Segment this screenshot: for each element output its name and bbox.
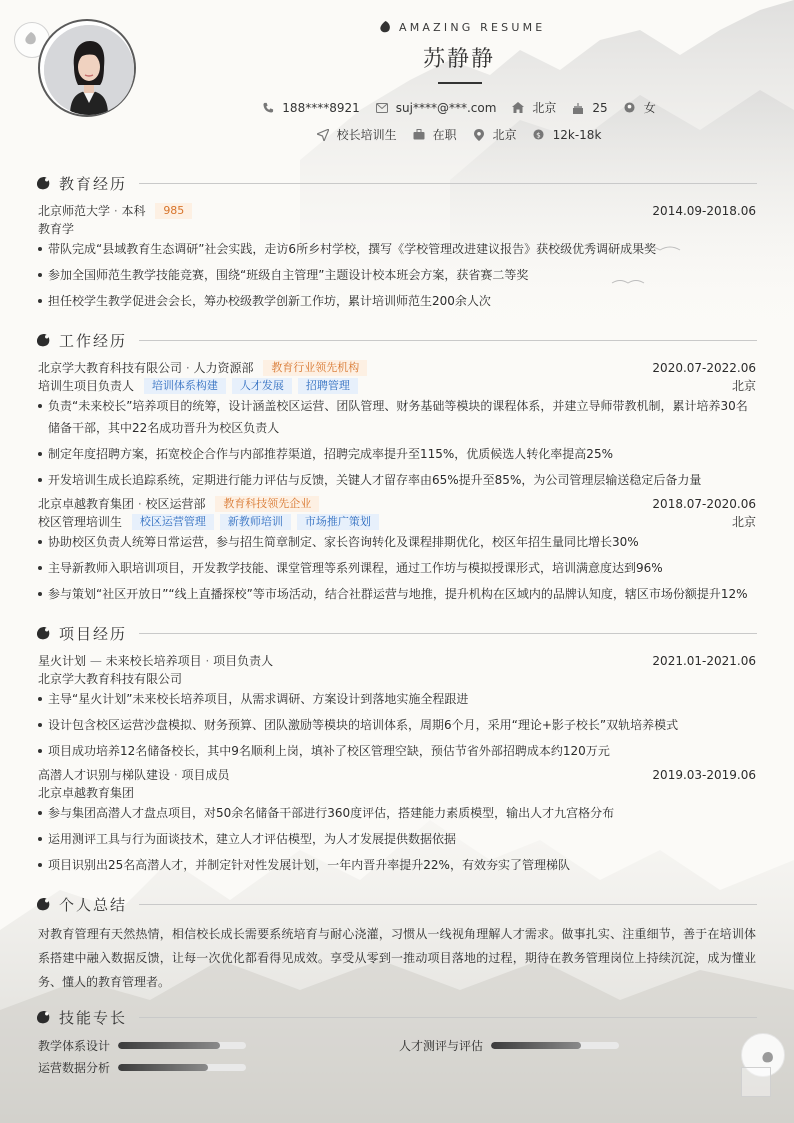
- job-city: 北京: [731, 515, 756, 529]
- skill-name: 运营数据分析: [38, 1061, 111, 1075]
- brand-text: AMAZING RESUME: [399, 20, 546, 34]
- age-text: 25: [592, 100, 608, 115]
- skill-bar: [118, 1064, 246, 1071]
- section-title: 工作经历: [59, 331, 128, 350]
- section-title: 项目经历: [59, 624, 128, 643]
- section-divider: [139, 1017, 757, 1018]
- job-company-row: 北京学大教育科技有限公司 · 人力资源部 教育行业领先机构 2020.07-2022.06: [38, 361, 756, 375]
- education-school-row: 北京师范大学 · 本科 985 2014.09-2018.06: [38, 204, 756, 218]
- phone-icon: [262, 102, 274, 114]
- email-item: [376, 99, 497, 116]
- ink-dot-icon: [37, 1011, 50, 1024]
- candidate-name: 苏静静: [422, 47, 495, 72]
- ink-dot-icon: [37, 334, 50, 347]
- cake-icon: [572, 102, 584, 114]
- degree: 本科: [121, 204, 146, 218]
- work-bullet: 参与策划“社区开放日”“线上直播探校”等市场活动，结合社群运营与地推，提升机构在区域内的品牌认知度，辖区市场份额提升12%: [38, 583, 756, 605]
- job-city: 北京: [731, 379, 756, 393]
- project-date: 2021.01-2021.06: [652, 654, 756, 668]
- section-summary-header: [37, 894, 757, 914]
- leaf-icon: [380, 21, 391, 33]
- target-city-item: [473, 126, 517, 143]
- age-item: [572, 99, 607, 116]
- decorative-square: [741, 1067, 771, 1097]
- work-bullet: 开发培训生成长追踪系统，定期进行能力评估与反馈，关键人才留存率由65%提升至85%，为公司管理层输送稳定后备力量: [38, 469, 756, 491]
- section-title: 个人总结: [59, 895, 128, 914]
- company-name: 北京学大教育科技有限公司: [38, 361, 183, 375]
- project-name: 星火计划: [38, 654, 87, 668]
- target-city-text: 北京: [492, 128, 517, 142]
- section-divider: [139, 183, 757, 184]
- company-tag: 教育行业领先机构: [263, 360, 367, 376]
- money-icon: [533, 129, 545, 141]
- project-bullet: 主导“星火计划”未来校长培养项目，从需求调研、方案设计到落地实施全程跟进: [38, 688, 756, 710]
- skill-tag: 校区运营管理: [132, 514, 214, 530]
- education-bullet: 参加全国师范生教学技能竞赛，围绕“班级自主管理”主题设计校本班会方案，获省赛二等奖: [38, 264, 756, 286]
- school-tag: 985: [155, 203, 192, 219]
- company-tag: 教育科技领先企业: [215, 496, 319, 512]
- ink-dot-icon: [37, 627, 50, 640]
- project-bullet: 设计包含校区运营沙盘模拟、财务预算、团队激励等模块的培训体系，周期6个月，采用“理论+影子校长”双轨培养模式: [38, 714, 756, 736]
- skill-bar-fill: [118, 1042, 220, 1049]
- location-pin-icon: [473, 129, 485, 141]
- name-underline: [438, 82, 482, 84]
- job-role-row: [38, 513, 756, 531]
- department: 人力资源部: [193, 361, 254, 375]
- status-item: [413, 126, 457, 143]
- ink-dot-icon: [37, 898, 50, 911]
- skill-tag: 市场推广策划: [297, 514, 379, 530]
- mail-icon: [376, 102, 388, 114]
- phone-item: [262, 99, 359, 116]
- email-text: suj****@***.com: [395, 100, 497, 115]
- city-item: [512, 99, 556, 116]
- summary-text: 对教育管理有天然热情，相信校长成长需要系统培育与耐心浇灌，习惯从一线视角理解人才需求。做事扎实、注重细节，善于在培训体系搭建中融入数据反馈，让每一次优化都看得见成效。享受从零到一推动项目落地的过程，期待在教务管理岗位上持续沉淀，成为懂业务、懂人的教育管理者。: [38, 927, 756, 989]
- job-date: 2020.07-2022.06: [652, 361, 756, 375]
- job-date: 2018.07-2020.06: [652, 497, 756, 511]
- project-org: 北京卓越教育集团: [38, 786, 135, 800]
- section-divider: [139, 904, 757, 905]
- gender-item: [624, 99, 656, 116]
- education-date: 2014.09-2018.06: [652, 204, 756, 218]
- svg-text:$: $: [536, 130, 541, 140]
- skill-name: 人才测评与评估: [399, 1039, 484, 1053]
- target-role-item: [317, 126, 397, 143]
- skill-tag: 人才发展: [232, 378, 292, 394]
- skill-tag: 培训体系构建: [144, 378, 226, 394]
- status-text: 在职: [432, 128, 457, 142]
- project-bullet: 项目识别出25名高潜人才，并制定针对性发展计划，一年内晋升率提升22%，有效夯实了管理梯队: [38, 854, 756, 876]
- work-bullet: 协助校区负责人统筹日常运营，参与招生简章制定、家长咨询转化及课程排期优化，校区年招生量同比增长30%: [38, 531, 756, 553]
- work-bullet: 负责“未来校长”培养项目的统筹，设计涵盖校区运营、团队管理、财务基础等模块的课程体系，并建立导师带教机制，累计培养30名储备干部，其中22名成功晋升为校区负责人: [38, 395, 756, 439]
- section-title: 教育经历: [59, 174, 128, 193]
- target-role-text: 校长培训生: [336, 128, 397, 142]
- section-education-header: [37, 173, 757, 193]
- job-role: 培训生项目负责人: [38, 379, 135, 393]
- skill-bar-fill: [118, 1064, 208, 1071]
- skill-bar-fill: [491, 1042, 581, 1049]
- work-bullet: 制定年度招聘方案，拓宽校企合作与内部推荐渠道，招聘完成率提升至115%，优质候选人转化率提高25%: [38, 443, 756, 465]
- school-name: 北京师范大学: [38, 204, 111, 218]
- home-icon: [512, 102, 524, 114]
- section-title: 技能专长: [59, 1008, 128, 1027]
- section-divider: [139, 633, 757, 634]
- major: 教育学: [38, 222, 75, 236]
- project-name: 高潜人才识别与梯队建设: [38, 768, 171, 782]
- contact-info: [0, 99, 794, 116]
- skill-tag: 招聘管理: [298, 378, 358, 394]
- skill-item: [38, 1037, 246, 1054]
- job-role: 校区管理培训生: [38, 515, 123, 529]
- section-projects-header: [37, 623, 757, 643]
- skill-tag: 新教师培训: [220, 514, 291, 530]
- skill-bar: [491, 1042, 619, 1049]
- gender-text: 女: [643, 101, 656, 115]
- job-intent: [0, 126, 794, 143]
- work-bullet: 主导新教师入职培训项目，开发教学技能、课堂管理等系列课程，通过工作坊与模拟授课形式，培训满意度达到96%: [38, 557, 756, 579]
- section-work-header: [37, 330, 757, 350]
- skill-item: [399, 1037, 619, 1054]
- project-bullet: 运用测评工具与行为面谈技术，建立人才评估模型，为人才发展提供数据依据: [38, 828, 756, 850]
- project-org: 北京学大教育科技有限公司: [38, 672, 183, 686]
- project-role: 项目负责人: [213, 654, 274, 668]
- department: 校区运营部: [145, 497, 206, 511]
- ink-dot-icon: [37, 177, 50, 190]
- education-bullet: 带队完成“县域教育生态调研”社会实践，走访6所乡村学校，撰写《学校管理改进建议报告》获校级优秀调研成果奖: [38, 238, 756, 260]
- briefcase-icon: [413, 129, 425, 141]
- project-title-row: 星火计划 — 未来校长培养项目 · 项目负责人 2021.01-2021.06: [38, 654, 756, 668]
- job-company-row: 北京卓越教育集团 · 校区运营部 教育科技领先企业 2018.07-2020.06: [38, 497, 756, 511]
- section-divider: [139, 340, 757, 341]
- project-bullet: 项目成功培养12名储备校长，其中9名顺利上岗，填补了校区管理空缺，预估节省外部招聘成本约120万元: [38, 740, 756, 762]
- skill-name: 教学体系设计: [38, 1039, 111, 1053]
- job-role-row: [38, 377, 756, 395]
- skill-item: [38, 1059, 246, 1076]
- send-icon: [317, 129, 329, 141]
- phone-text: 188****8921: [282, 100, 360, 115]
- skill-bar: [118, 1042, 246, 1049]
- project-date: 2019.03-2019.06: [652, 768, 756, 782]
- brand: [380, 19, 545, 35]
- company-name: 北京卓越教育集团: [38, 497, 135, 511]
- salary-text: 12k-18k: [552, 127, 602, 142]
- education-bullet: 担任校学生教学促进会会长，筹办校级教学创新工作坊，累计培训师范生200余人次: [38, 290, 756, 312]
- section-skills-header: [37, 1007, 757, 1027]
- salary-item: [533, 126, 602, 143]
- project-subtitle: 未来校长培养项目: [105, 654, 202, 668]
- project-title-row: 高潜人才识别与梯队建设 · 项目成员 2019.03-2019.06: [38, 768, 756, 782]
- city-text: 北京: [532, 101, 557, 115]
- project-role: 项目成员: [181, 768, 230, 782]
- project-bullet: 参与集团高潜人才盘点项目，对50余名储备干部进行360度评估，搭建能力素质模型，输出人才九宫格分布: [38, 802, 756, 824]
- gender-icon: [624, 102, 636, 114]
